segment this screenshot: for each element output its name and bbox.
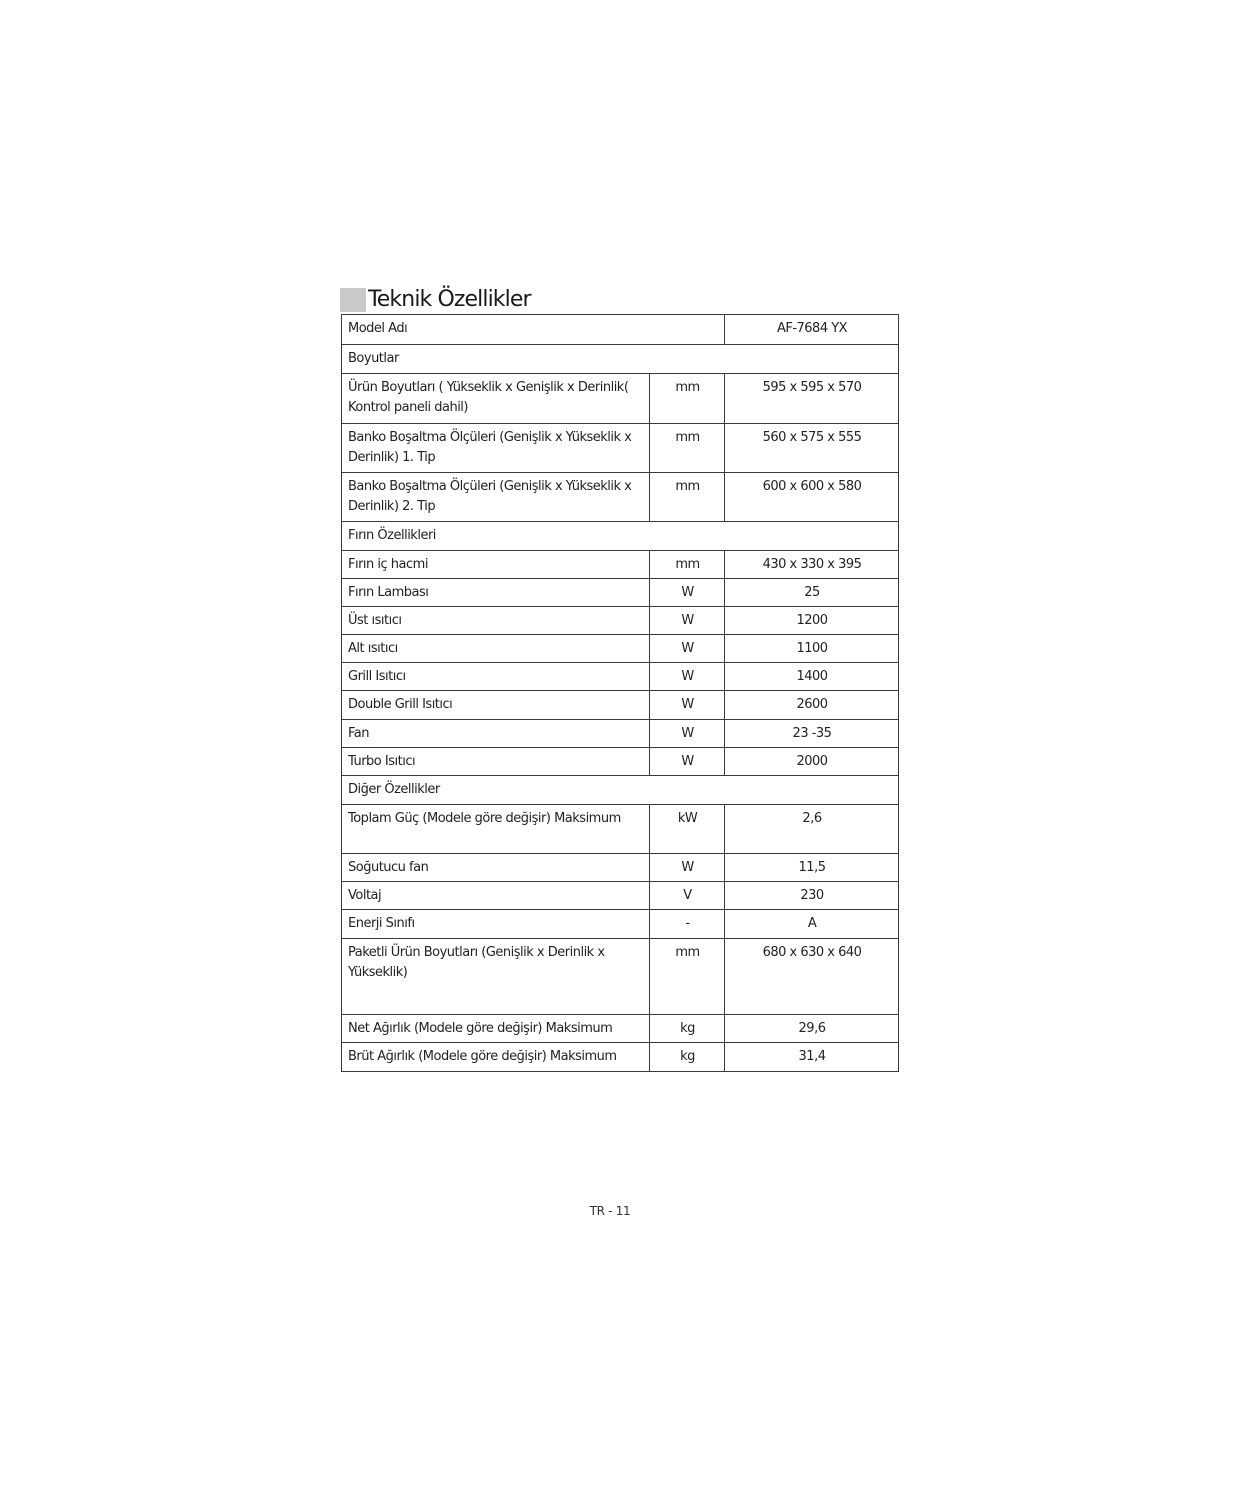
- heading-marker: [340, 288, 366, 312]
- row-label: Üst ısıtıcı: [342, 607, 650, 635]
- table-row: [342, 882, 899, 910]
- row-label: Fan: [342, 720, 650, 748]
- row-label: Soğutucu fan: [342, 854, 650, 882]
- row-unit: V: [650, 882, 725, 910]
- row-unit: W: [650, 663, 725, 691]
- row-label: Fırın iç hacmi: [342, 551, 650, 579]
- row-value: 600 x 600 x 580: [725, 473, 899, 522]
- section-header: [342, 345, 899, 374]
- section-title: Diğer Özellikler: [342, 776, 899, 805]
- table-row: [342, 473, 899, 522]
- row-label: Banko Boşaltma Ölçüleri (Genişlik x Yükseklik x Derinlik) 2. Tip: [342, 473, 650, 522]
- table-row: [342, 720, 899, 748]
- table-row: [342, 607, 899, 635]
- row-unit: W: [650, 720, 725, 748]
- row-value: 11,5: [725, 854, 899, 882]
- row-label: Ürün Boyutları ( Yükseklik x Genişlik x Derinlik( Kontrol paneli dahil): [342, 374, 650, 424]
- row-unit: W: [650, 748, 725, 776]
- row-unit: kg: [650, 1015, 725, 1043]
- row-value: 29,6: [725, 1015, 899, 1043]
- page-title: Teknik Özellikler: [368, 287, 531, 312]
- row-unit: W: [650, 691, 725, 720]
- table-row: [342, 374, 899, 424]
- table-row: [342, 424, 899, 473]
- row-label: Net Ağırlık (Modele göre değişir) Maksimum: [342, 1015, 650, 1043]
- page-heading: [340, 284, 531, 314]
- row-unit: W: [650, 579, 725, 607]
- row-label: Fırın Lambası: [342, 579, 650, 607]
- table-row: [342, 748, 899, 776]
- row-unit: mm: [650, 473, 725, 522]
- row-label: Enerji Sınıfı: [342, 910, 650, 939]
- row-unit: -: [650, 910, 725, 939]
- table-row: [342, 635, 899, 663]
- table-row: [342, 551, 899, 579]
- row-unit: W: [650, 635, 725, 663]
- table-row: [342, 910, 899, 939]
- row-value: 1200: [725, 607, 899, 635]
- table-row: [342, 579, 899, 607]
- row-label: Grill Isıtıcı: [342, 663, 650, 691]
- row-unit: mm: [650, 424, 725, 473]
- row-label: Voltaj: [342, 882, 650, 910]
- model-label: Model Adı: [342, 315, 725, 345]
- row-label: Turbo Isıtıcı: [342, 748, 650, 776]
- row-unit: W: [650, 607, 725, 635]
- section-header: [342, 522, 899, 551]
- row-unit: W: [650, 854, 725, 882]
- table-row: [342, 691, 899, 720]
- row-value: 560 x 575 x 555: [725, 424, 899, 473]
- row-value: 680 x 630 x 640: [725, 939, 899, 1015]
- model-value: AF-7684 YX: [725, 315, 899, 345]
- spec-table: [341, 314, 899, 1072]
- page-number: TR - 11: [589, 1204, 631, 1218]
- row-label: Double Grill Isıtıcı: [342, 691, 650, 720]
- table-row: [342, 805, 899, 854]
- row-label: Alt ısıtıcı: [342, 635, 650, 663]
- table-row: [342, 1043, 899, 1072]
- row-value: 25: [725, 579, 899, 607]
- row-value: 2000: [725, 748, 899, 776]
- row-value: A: [725, 910, 899, 939]
- row-value: 2600: [725, 691, 899, 720]
- row-value: 1400: [725, 663, 899, 691]
- table-row: [342, 663, 899, 691]
- row-value: 23 -35: [725, 720, 899, 748]
- row-value: 230: [725, 882, 899, 910]
- section-title: Boyutlar: [342, 345, 899, 374]
- row-unit: mm: [650, 939, 725, 1015]
- table-row: [342, 854, 899, 882]
- row-label: Toplam Güç (Modele göre değişir) Maksimum: [342, 805, 650, 854]
- row-value: 1100: [725, 635, 899, 663]
- row-label: Paketli Ürün Boyutları (Genişlik x Derinlik x Yükseklik): [342, 939, 650, 1015]
- row-value: 595 x 595 x 570: [725, 374, 899, 424]
- row-value: 430 x 330 x 395: [725, 551, 899, 579]
- section-header: [342, 776, 899, 805]
- row-label: Banko Boşaltma Ölçüleri (Genişlik x Yükseklik x Derinlik) 1. Tip: [342, 424, 650, 473]
- row-unit: mm: [650, 374, 725, 424]
- section-title: Fırın Özellikleri: [342, 522, 899, 551]
- row-value: 2,6: [725, 805, 899, 854]
- row-label: Brüt Ağırlık (Modele göre değişir) Maksimum: [342, 1043, 650, 1072]
- row-unit: kg: [650, 1043, 725, 1072]
- row-unit: kW: [650, 805, 725, 854]
- row-unit: mm: [650, 551, 725, 579]
- row-value: 31,4: [725, 1043, 899, 1072]
- table-row: [342, 1015, 899, 1043]
- table-row: [342, 939, 899, 1015]
- model-row: [342, 315, 899, 345]
